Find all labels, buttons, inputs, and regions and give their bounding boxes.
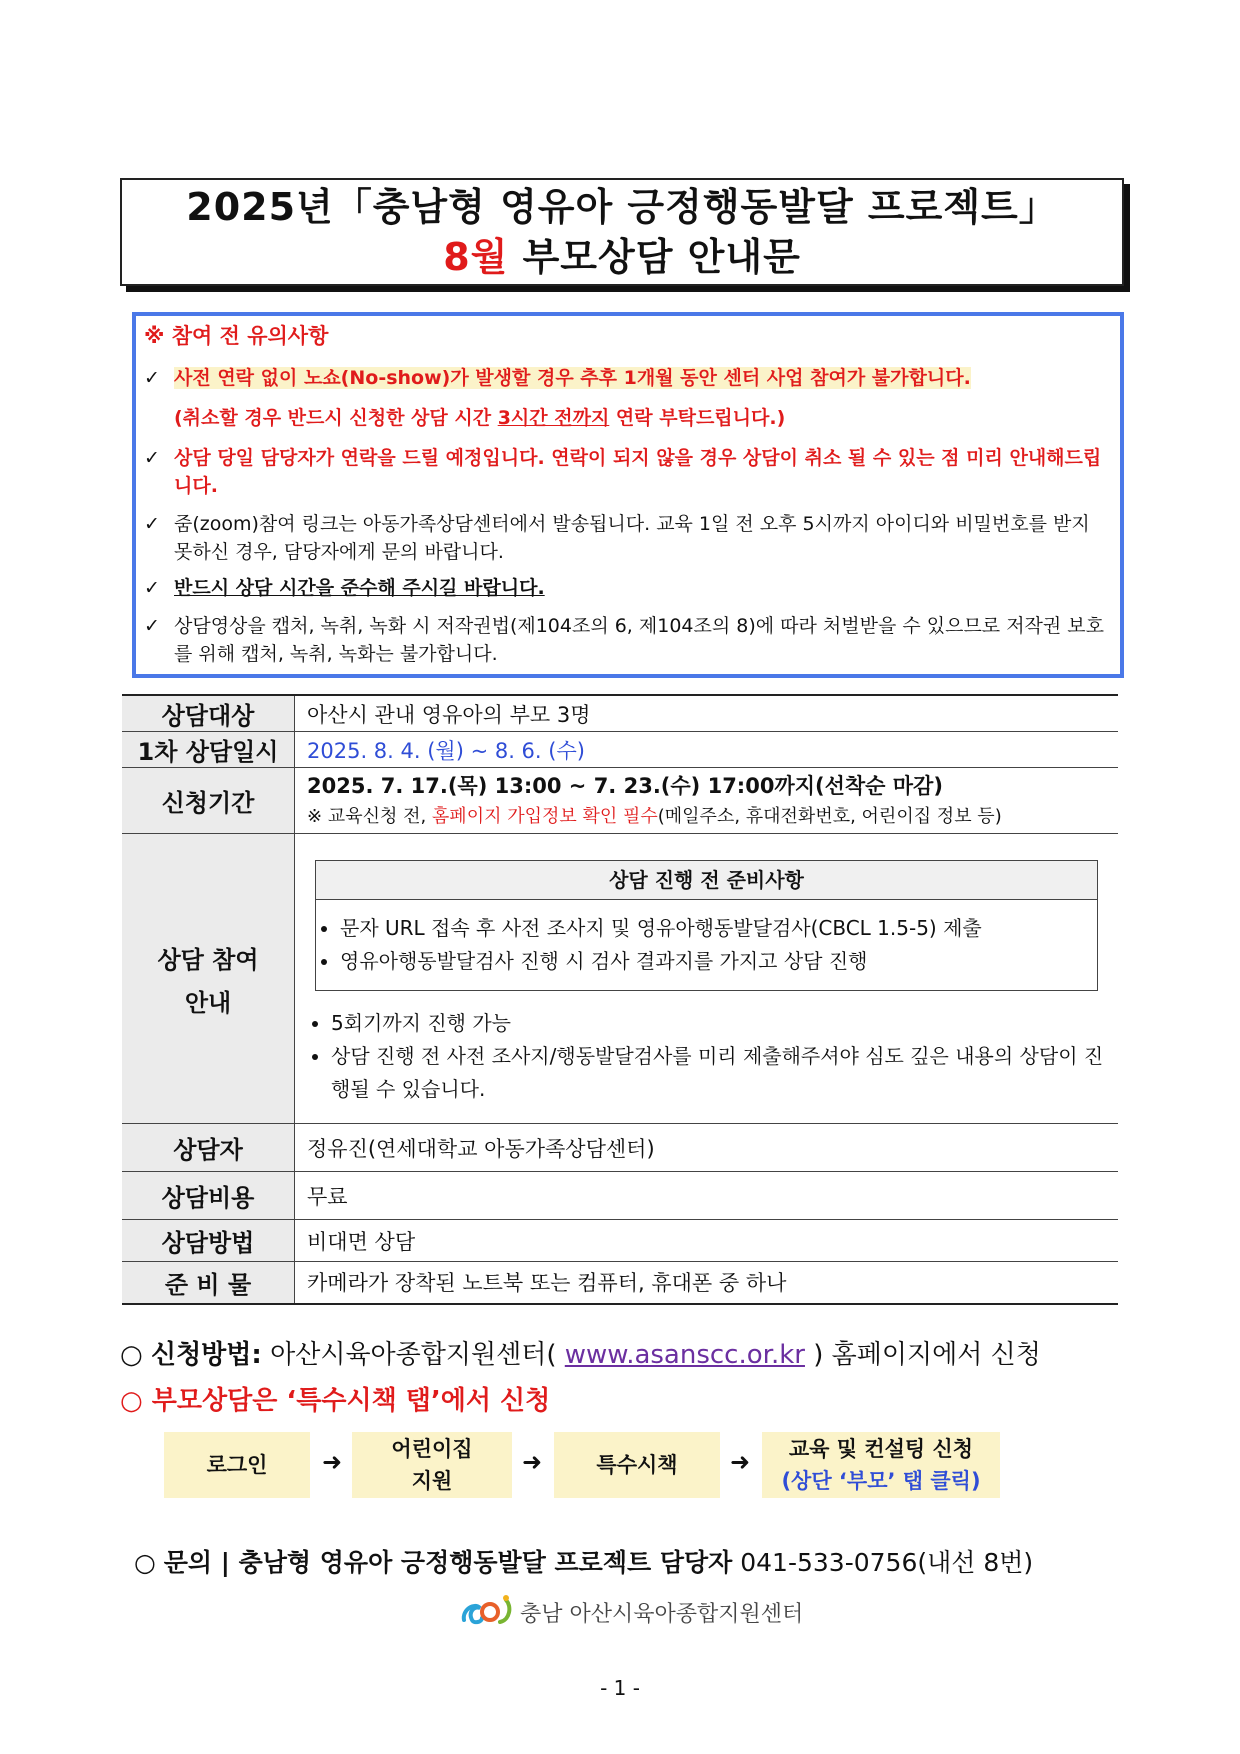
notice-time-text: 반드시 상담 시간을 준수해 주시길 바랍니다. xyxy=(174,577,545,599)
contact-label: 문의 | 충남형 영유아 긍정행동발달 프로젝트 담당자 xyxy=(163,1548,733,1577)
apply-text-a: 아산시육아종합지원센터( xyxy=(261,1340,565,1370)
period-note xyxy=(307,802,1118,832)
apply-bullet: ○ xyxy=(120,1340,143,1370)
cost-label: 상담비용 xyxy=(122,1172,295,1220)
row-guide xyxy=(122,834,1118,1124)
step-apply-line2: (상단 ‘부모’ 탭 클릭) xyxy=(781,1469,981,1493)
period-note-a: ※ 교육신청 전, xyxy=(307,805,432,827)
prepare-label: 준 비 물 xyxy=(122,1262,295,1304)
tab-line xyxy=(120,1384,550,1418)
date-label: 1차 상담일시 xyxy=(122,732,295,768)
step-daycare xyxy=(352,1432,512,1498)
counselor-label: 상담자 xyxy=(122,1124,295,1172)
check-icon: ✓ xyxy=(144,447,160,469)
notice-cancel-text-b: 연락 부탁드립니다.) xyxy=(609,407,786,429)
guide-label-line2: 안내 xyxy=(184,988,232,1017)
period-value: 2025. 7. 17.(목) 13:00 ~ 7. 23.(수) 17:00까지(선착순 마감) xyxy=(307,773,943,798)
step-daycare-line2: 지원 xyxy=(411,1469,453,1493)
notice-box xyxy=(132,312,1124,678)
tab-bullet: ○ xyxy=(120,1386,143,1416)
step-login xyxy=(164,1432,310,1498)
guide-label xyxy=(122,834,295,1124)
counselor-value: 정유진(연세대학교 아동가족상담센터) xyxy=(295,1124,1119,1172)
period-note-b: (메일주소, 휴대전화번호, 어린이집 정보 등) xyxy=(657,805,1002,827)
prepare-value: 카메라가 장착된 노트북 또는 컴퓨터, 휴대폰 중 하나 xyxy=(295,1262,1119,1304)
guide-cell xyxy=(295,834,1119,1124)
title-month: 8월 xyxy=(443,235,509,279)
apply-text-b: ) 홈페이지에서 신청 xyxy=(804,1340,1041,1370)
notice-heading: ※ 참여 전 유의사항 xyxy=(144,324,329,348)
step-special xyxy=(554,1432,720,1498)
document-subtitle xyxy=(122,232,1122,282)
prep-item: • 영유아행동발달검사 진행 시 검사 결과지를 가지고 상담 진행 xyxy=(340,945,1097,978)
step-special-label: 특수시책 xyxy=(596,1453,678,1477)
page-number: - 1 - xyxy=(600,1676,640,1700)
prep-list xyxy=(316,900,1097,990)
step-apply xyxy=(762,1432,1000,1498)
check-icon: ✓ xyxy=(144,615,160,637)
tab-line-text: 부모상담은 ‘특수시책 탭’에서 신청 xyxy=(151,1386,551,1416)
arrow-icon: ➜ xyxy=(522,1448,543,1476)
notice-copyright-text: 상담영상을 캡처, 녹취, 녹화 시 저작권법(제104조의 6, 제104조의 8)에 따라 처벌받을 수 있으므로 저작권 보호를 위해 캡처, 녹취, 녹화는 불가합니다. xyxy=(174,615,1105,665)
contact-bullet: ○ xyxy=(134,1548,156,1577)
check-icon: ✓ xyxy=(144,577,160,599)
notice-cancel-text-a: (취소할 경우 반드시 신청한 상담 시간 xyxy=(174,407,498,429)
row-target xyxy=(122,695,1118,732)
row-cost xyxy=(122,1172,1118,1220)
notice-item-copyright xyxy=(144,612,1112,668)
contact-line xyxy=(134,1546,1033,1580)
notice-noshow-text: 사전 연락 없이 노쇼(No-show)가 발생할 경우 추후 1개월 동안 센터 사업 참여가 불가합니다. xyxy=(174,367,971,389)
row-date xyxy=(122,732,1118,768)
notice-zoom-text: 줌(zoom)참여 링크는 아동가족상담센터에서 발송됩니다. 교육 1일 전 오후 5시까지 아이디와 비밀번호를 받지 못하신 경우, 담당자에게 문의 바랍니다. xyxy=(174,513,1090,563)
guide-list xyxy=(307,1007,1108,1106)
row-method xyxy=(122,1220,1118,1262)
arrow-icon: ➜ xyxy=(730,1448,751,1476)
target-value: 아산시 관내 영유아의 부모 3명 xyxy=(295,695,1119,732)
document-title: 2025년「충남형 영유아 긍정행동발달 프로젝트」 xyxy=(186,185,1058,229)
contact-phone: 041-533-0756(내선 8번) xyxy=(732,1548,1034,1577)
apply-line xyxy=(120,1338,1041,1372)
notice-item-zoom xyxy=(144,510,1112,566)
guide-notes xyxy=(307,1007,1108,1106)
notice-cancel-deadline: 3시간 전까지 xyxy=(497,407,610,429)
info-table xyxy=(122,694,1118,1305)
apply-label: 신청방법: xyxy=(150,1340,262,1370)
prep-box xyxy=(315,860,1098,991)
check-icon: ✓ xyxy=(144,367,160,389)
method-label: 상담방법 xyxy=(122,1220,295,1262)
method-value: 비대면 상담 xyxy=(295,1220,1119,1262)
homepage-link[interactable]: www.asanscc.or.kr xyxy=(564,1340,805,1370)
row-counselor xyxy=(122,1124,1118,1172)
target-label: 상담대상 xyxy=(122,695,295,732)
row-prepare xyxy=(122,1262,1118,1304)
step-daycare-line1: 어린이집 xyxy=(391,1437,473,1461)
check-icon: ✓ xyxy=(144,513,160,535)
period-cell xyxy=(295,768,1119,834)
prep-title: 상담 진행 전 준비사항 xyxy=(316,861,1097,900)
row-period xyxy=(122,768,1118,834)
guide-item: • 5회기까지 진행 가능 xyxy=(331,1007,1108,1040)
date-value: 2025. 8. 4. (월) ~ 8. 6. (수) xyxy=(295,732,1119,768)
step-apply-line1: 교육 및 컨설팅 신청 xyxy=(788,1437,974,1461)
cost-value: 무료 xyxy=(295,1172,1119,1220)
step-login-label: 로그인 xyxy=(206,1453,268,1477)
notice-item-call xyxy=(144,444,1112,500)
guide-label-line1: 상담 참여 xyxy=(157,945,259,974)
center-name: 충남 아산시육아종합지원센터 xyxy=(520,1602,804,1627)
prep-item: • 문자 URL 접속 후 사전 조사지 및 영유아행동발달검사(CBCL 1.5-5) 제출 xyxy=(340,912,1097,945)
period-label: 신청기간 xyxy=(122,768,295,834)
title-line2: 부모상담 안내문 xyxy=(508,235,801,279)
period-note-required: 홈페이지 가입정보 확인 필수 xyxy=(431,805,658,827)
title-box xyxy=(120,178,1124,286)
notice-call-text: 상담 당일 담당자가 연락을 드릴 예정입니다. 연락이 되지 않을 경우 상담이 취소 될 수 있는 점 미리 안내해드립니다. xyxy=(174,447,1102,497)
arrow-icon: ➜ xyxy=(322,1448,343,1476)
center-logo-icon xyxy=(460,1592,516,1630)
guide-item: • 상담 진행 전 사전 조사지/행동발달검사를 미리 제출해주셔야 심도 깊은 내용의 상담이 진행될 수 있습니다. xyxy=(331,1040,1108,1106)
